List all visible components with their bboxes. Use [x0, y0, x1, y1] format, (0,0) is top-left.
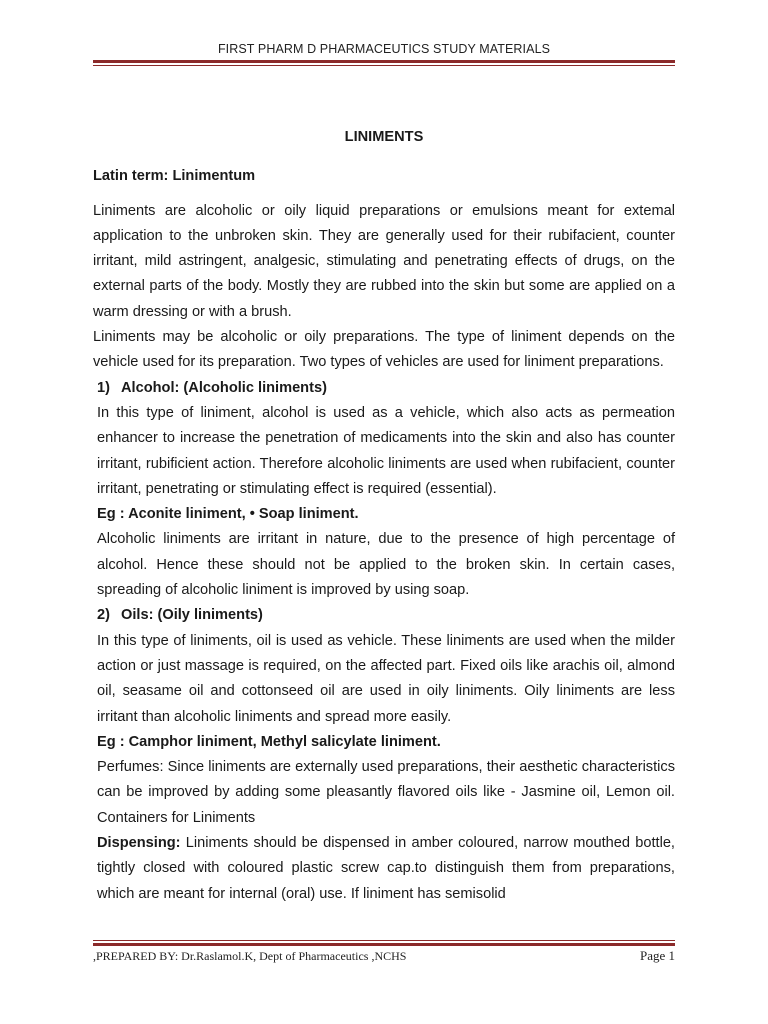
- section-2-heading: [93, 603, 675, 628]
- footer-rule: [93, 940, 675, 946]
- section-1-body: In this type of liniment, alcohol is used as a vehicle, which also acts as permeation enhancer to increase the penetration of medicaments into the skin and also has counter irritant, rubificient action. Therefore alcoholic liniments are used when rubifacient, counter irritant, penetrating or stimulating effect is required (essential).: [97, 404, 675, 497]
- perfumes-paragraph: Perfumes: Since liniments are externally used preparations, their aesthetic characteristics can be improved by adding some pleasantly flavored oils like - Jasmine oil, Lemon oil. Containers for Liniments: [97, 759, 675, 826]
- section-2-example: Eg : Camphor liniment, Methyl salicylate liniment.: [97, 733, 441, 750]
- section-1-note: Alcoholic liniments are irritant in nature, due to the presence of high percentage of alcohol. Hence these should not be applied to the broken skin. In certain cases, spreading of alcoholic liniment is improved by using soap.: [97, 531, 675, 599]
- dispensing-text: Liniments should be dispensed in amber coloured, narrow mouthed bottle, tightly closed with coloured plastic screw cap.to distinguish them from preparations, which are meant for internal (oral) use. If liniment has semisolid: [97, 835, 675, 902]
- dispensing-label: Dispensing:: [97, 835, 181, 852]
- header-rule: [93, 60, 675, 66]
- section-1-example: Eg : Aconite liniment, • Soap liniment.: [97, 506, 359, 523]
- section-1-number: 1): [97, 379, 110, 396]
- section-1-title: Alcohol: (Alcoholic liniments): [121, 379, 327, 396]
- page-number: Page 1: [639, 948, 675, 963]
- footer-prepared-by: ,PREPARED BY: Dr.Raslamol.K, Dept of Pharmaceutics ,NCHS: [93, 949, 407, 963]
- section-2-title: Oils: (Oily liniments): [121, 607, 263, 624]
- document-body: [93, 125, 675, 907]
- latin-term: Latin term: Linimentum: [93, 168, 256, 185]
- section-1-heading: [93, 376, 675, 401]
- page-header-title: FIRST PHARM D PHARMACEUTICS STUDY MATERIALS: [217, 42, 551, 56]
- document-title: LINIMENTS: [344, 129, 424, 145]
- section-2-number: 2): [97, 607, 110, 624]
- types-paragraph: Liniments may be alcoholic or oily preparations. The type of liniment depends on the vehicle used for its preparation. Two types of vehicles are used for liniment preparations.: [93, 329, 675, 371]
- dispensing-paragraph: [93, 831, 675, 907]
- intro-paragraph: Liniments are alcoholic or oily liquid preparations or emulsions meant for extemal application to the unbroken skin. They are generally used for their rubifacient, counter irritant, mild astringent, analgesic, stimulating and penetrating effects of drugs, on the external parts of the body. Mostly they are rubbed into the skin but some are applied on a warm dressing or with a brush.: [93, 202, 675, 320]
- section-2-body: In this type of liniments, oil is used as vehicle. These liniments are used when the milder action or just massage is required, on the affected part. Fixed oils like arachis oil, almond oil, seasame oil and cottonseed oil are used in oily liniments. Oily liniments are less irritant than alcoholic liniments and spread more easily.: [97, 632, 675, 725]
